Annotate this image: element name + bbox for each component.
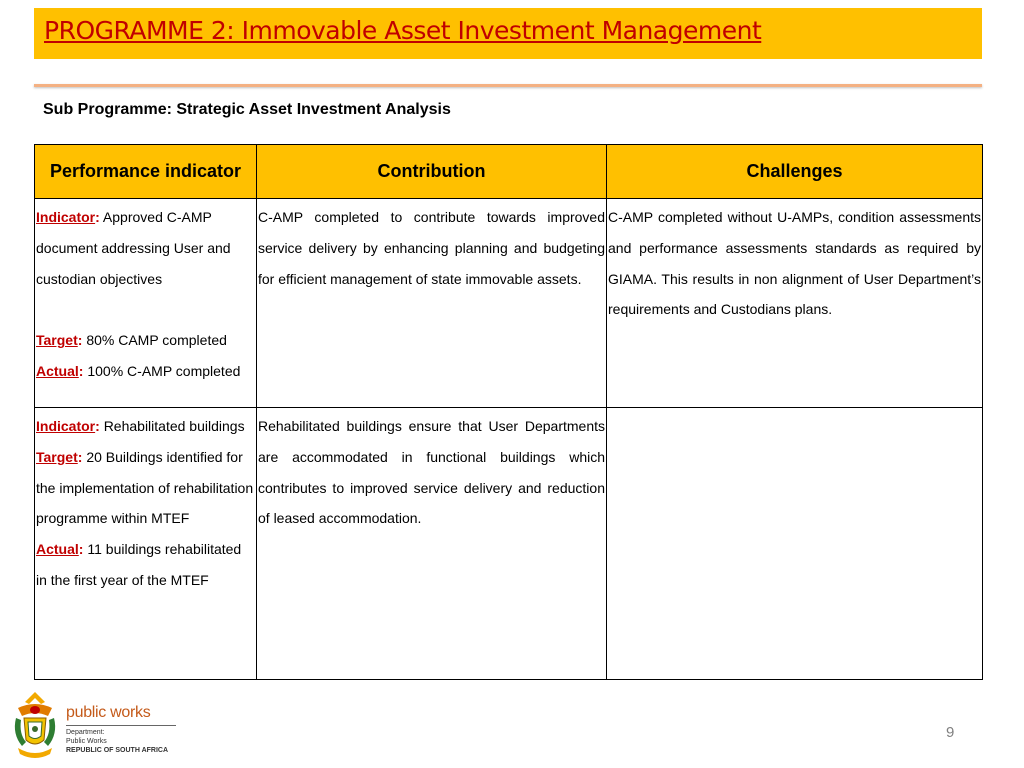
title-divider <box>34 84 982 87</box>
contribution-cell: Rehabilitated buildings ensure that User Departments are accommodated in functional buildings which contributes to improved service delivery and reduction of leased accommodation. <box>257 408 607 680</box>
title-bar <box>34 8 982 59</box>
indicator-label: Indicator <box>36 418 96 434</box>
logo-divider <box>66 725 176 726</box>
page-number: 9 <box>946 724 955 741</box>
page-title: PROGRAMME 2: Immovable Asset Investment Management <box>44 16 762 45</box>
header-contribution: Contribution <box>257 145 607 199</box>
actual-value: 11 buildings rehabilitated in the first year of the MTEF <box>36 541 242 588</box>
target-text: Target: 80% CAMP completed <box>36 332 227 349</box>
target-value: 80% CAMP completed <box>86 332 227 349</box>
header-performance-indicator: Performance indicator <box>35 145 257 199</box>
indicator-value: Rehabilitated buildings <box>103 418 245 434</box>
actual-value: 100% C-AMP completed <box>87 363 241 380</box>
performance-table <box>34 144 983 680</box>
table-row <box>35 408 983 680</box>
logo-line3: REPUBLIC OF SOUTH AFRICA <box>66 747 169 754</box>
indicator-label: Indicator <box>36 209 96 225</box>
contribution-cell: C-AMP completed to contribute towards improved service delivery by enhancing planning and budgeting for efficient management of state immovable assets. <box>257 199 607 408</box>
indicator-cell <box>35 408 257 680</box>
challenges-cell <box>607 408 983 680</box>
actual-text: Actual: 100% C-AMP completed <box>36 363 241 380</box>
table-row <box>35 199 983 408</box>
target-label: Target <box>36 332 78 349</box>
logo-line2: Public Works <box>66 738 107 745</box>
coat-of-arms-icon <box>8 688 62 760</box>
actual-text: Actual: 11 buildings rehabilitated in the first year of the MTEF <box>36 541 242 588</box>
header-challenges: Challenges <box>607 145 983 199</box>
sub-programme-title: Sub Programme: Strategic Asset Investment Analysis <box>43 101 451 118</box>
target-text: Target: 20 Buildings identified for the implementation of rehabilitation programme within MTEF <box>36 448 254 527</box>
logo-line1: Department: <box>66 729 105 736</box>
actual-label: Actual <box>36 363 79 380</box>
target-label: Target <box>36 448 78 465</box>
actual-label: Actual <box>36 541 79 558</box>
indicator-cell <box>35 199 257 408</box>
logo-name: public works <box>66 704 151 721</box>
challenges-cell: C-AMP completed without U-AMPs, condition assessments and performance assessments standards as required by GIAMA. This results in non alignment of User Department’s requirements and Custodians plans. <box>607 199 983 408</box>
indicator-text: Indicator: Approved C-AMP document addressing User and custodian objectives <box>36 209 231 287</box>
department-logo <box>6 686 178 762</box>
indicator-value: Approved C-AMP document addressing User and custodian objectives <box>36 209 231 287</box>
target-value: 20 Buildings identified for the implementation of rehabilitation programme within MTEF <box>36 448 254 527</box>
indicator-text: Indicator: Rehabilitated buildings <box>36 418 245 434</box>
table-header-row <box>35 145 983 199</box>
